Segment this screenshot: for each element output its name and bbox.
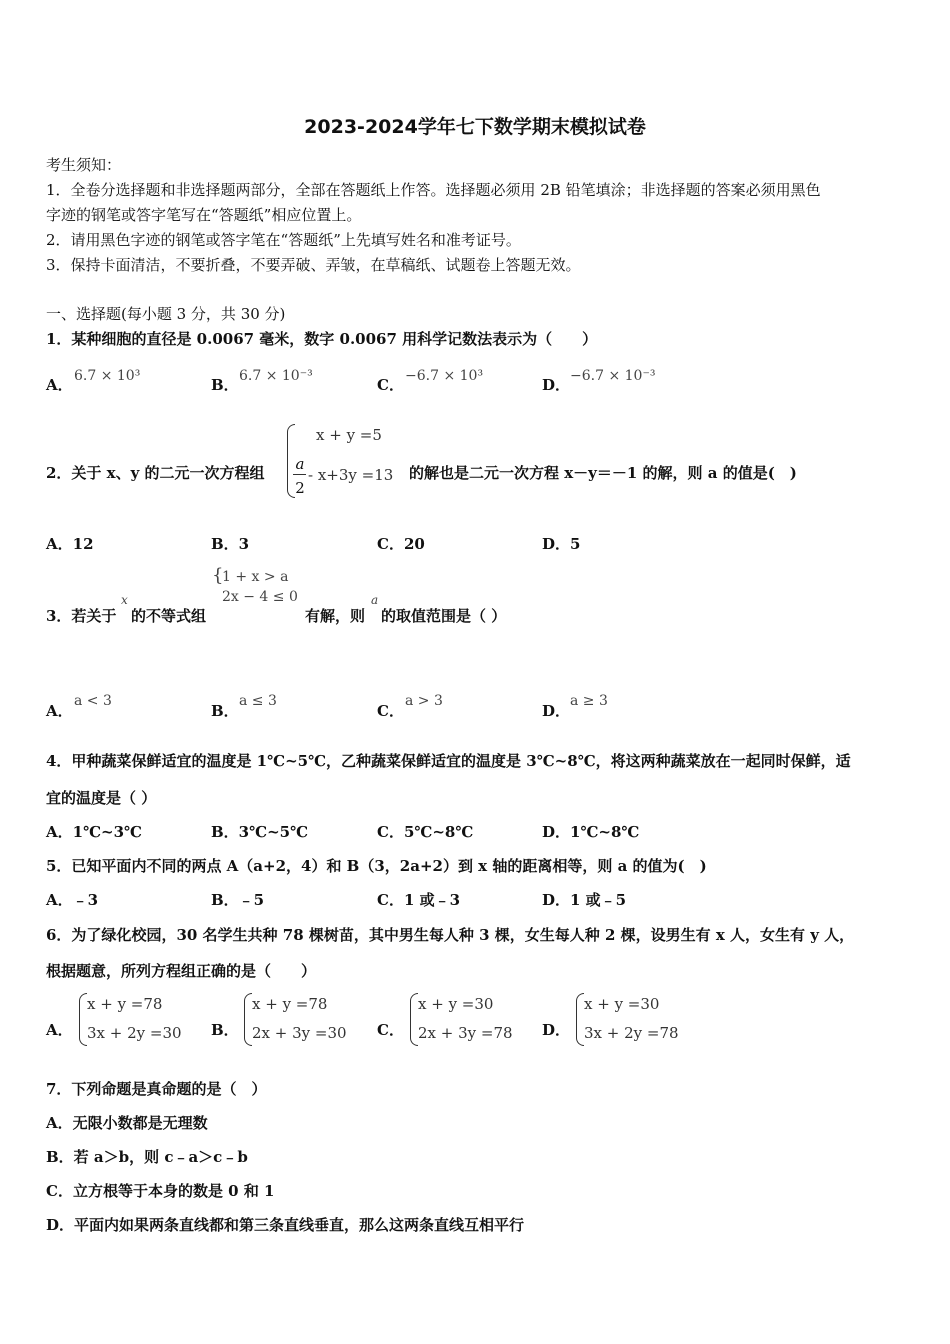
q1-option-a-label: A． (46, 376, 73, 394)
question-4-stem-line-2: 宜的温度是（ ） (46, 789, 157, 807)
notice-item: 字迹的钢笔或答字笔写在“答题纸”相应位置上。 (46, 206, 362, 224)
q3-option-d-math: a ≥ 3 (570, 693, 608, 709)
q7-option-b: B．若 a＞b，则 c﹣a＞c﹣b (46, 1148, 248, 1166)
q6-option-b-eq2: 2x + 3y =30 (252, 1024, 347, 1042)
q6-option-b-eq1: x + y =78 (252, 995, 328, 1013)
q7-option-d: D．平面内如果两条直线都和第三条直线垂直，那么这两条直线互相平行 (46, 1216, 525, 1234)
notice-item: 3．保持卡面清洁，不要折叠，不要弄破、弄皱，在草稿纸、试题卷上答题无效。 (46, 256, 581, 274)
q1-option-c-label: C． (377, 376, 404, 394)
q4-option-d: D．1℃~8℃ (542, 823, 640, 841)
q5-option-d: D．1 或﹣5 (542, 891, 627, 909)
q6-option-c-brace (410, 993, 418, 1046)
q3-inequality-1: 1 + x > a (222, 569, 289, 585)
question-2-stem-pre: 2．关于 x、y 的二元一次方程组 (46, 464, 265, 482)
q4-option-c: C．5℃~8℃ (377, 823, 474, 841)
section-heading: 一、选择题(每小题 3 分，共 30 分) (46, 305, 286, 323)
question-2-stem-post: 的解也是二元一次方程 x－y＝－1 的解，则 a 的值是( ) (409, 464, 797, 482)
q1-option-d-math: −6.7 × 10⁻³ (570, 368, 656, 384)
q6-option-d-eq2: 3x + 2y =78 (584, 1024, 679, 1042)
q1-option-c-math: −6.7 × 10³ (405, 368, 484, 384)
page-title: 2023-2024学年七下数学期末模拟试卷 (304, 116, 646, 138)
q1-option-b-math: 6.7 × 10⁻³ (239, 368, 313, 384)
notice-item: 2．请用黑色字迹的钢笔或答字笔在“答题纸”上先填写姓名和准考证号。 (46, 231, 521, 249)
question-3-stem-c: 有解，则 (305, 607, 366, 625)
q7-option-a: A．无限小数都是无理数 (46, 1114, 208, 1132)
q2-equation-1: x + y =5 (316, 426, 382, 444)
q2-option-b: B．3 (211, 535, 250, 553)
question-3-stem-a: 3．若关于 (46, 607, 117, 625)
question-1-stem: 1．某种细胞的直径是 0.0067 毫米，数字 0.0067 用科学记数法表示为（ ） (46, 330, 598, 348)
q6-option-a-eq2: 3x + 2y =30 (87, 1024, 182, 1042)
q3-option-b-label: B． (211, 702, 239, 720)
question-3-stem-d: 的取值范围是（ ） (381, 607, 507, 625)
q6-option-c-eq1: x + y =30 (418, 995, 494, 1013)
q6-option-b-label: B． (211, 1021, 239, 1039)
q3-option-b-math: a ≤ 3 (239, 693, 277, 709)
q1-option-a-math: 6.7 × 10³ (74, 368, 141, 384)
q3-option-a-label: A． (46, 702, 73, 720)
question-7-stem: 7．下列命题是真命题的是（ ） (46, 1080, 267, 1098)
q2-equation-2: - x+3y =13 (308, 466, 394, 484)
q3-brace: { (212, 565, 224, 586)
q2-fraction-bar (293, 474, 306, 475)
q6-option-a-label: A． (46, 1021, 73, 1039)
q6-option-a-eq1: x + y =78 (87, 995, 163, 1013)
q1-option-b-label: B． (211, 376, 239, 394)
q6-option-c-label: C． (377, 1021, 404, 1039)
q4-option-b: B．3℃~5℃ (211, 823, 309, 841)
question-6-stem-line-1: 6．为了绿化校园，30 名学生共种 78 棵树苗，其中男生每人种 3 棵，女生每人种 2 棵，设男生有 x 人，女生有 y 人， (46, 926, 855, 944)
question-6-stem-line-2: 根据题意，所列方程组正确的是（ ） (46, 962, 317, 980)
q6-option-d-label: D． (542, 1021, 571, 1039)
q5-option-b: B．﹣5 (211, 891, 265, 909)
q3-option-d-label: D． (542, 702, 571, 720)
q2-option-a: A．12 (46, 535, 94, 553)
q2-option-d: D．5 (542, 535, 581, 553)
q2-option-c: C．20 (377, 535, 425, 553)
q5-option-a: A．﹣3 (46, 891, 99, 909)
q5-option-c: C．1 或﹣3 (377, 891, 461, 909)
q2-fraction-numerator: a (295, 455, 305, 473)
question-3-stem-b: 的不等式组 (131, 607, 207, 625)
question-5-stem: 5．已知平面内不同的两点 A（a+2，4）和 B（3，2a+2）到 x 轴的距离相等，则 a 的值为( ) (46, 857, 707, 875)
q6-option-b-brace (244, 993, 252, 1046)
q1-option-d-label: D． (542, 376, 571, 394)
q3-variable-a: a (371, 593, 379, 607)
q3-option-a-math: a < 3 (74, 693, 112, 709)
q6-option-c-eq2: 2x + 3y =78 (418, 1024, 513, 1042)
q6-option-a-brace (79, 993, 87, 1046)
q3-option-c-math: a > 3 (405, 693, 443, 709)
q3-inequality-2: 2x − 4 ≤ 0 (222, 589, 298, 605)
q6-option-d-brace (576, 993, 584, 1046)
q7-option-c: C．立方根等于本身的数是 0 和 1 (46, 1182, 275, 1200)
notice-heading: 考生须知： (46, 156, 122, 174)
q2-fraction-denominator: 2 (295, 479, 305, 497)
q4-option-a: A．1℃~3℃ (46, 823, 143, 841)
notice-item: 1．全卷分选择题和非选择题两部分，全部在答题纸上作答。选择题必须用 2B 铅笔填涂；非选择题的答案必须用黑色 (46, 181, 821, 199)
q6-option-d-eq1: x + y =30 (584, 995, 660, 1013)
q3-option-c-label: C． (377, 702, 404, 720)
question-4-stem-line-1: 4．甲种蔬菜保鲜适宜的温度是 1℃~5℃，乙种蔬菜保鲜适宜的温度是 3℃~8℃，将这两种蔬菜放在一起同时保鲜，适 (46, 752, 851, 770)
q3-variable-x: x (121, 593, 128, 607)
